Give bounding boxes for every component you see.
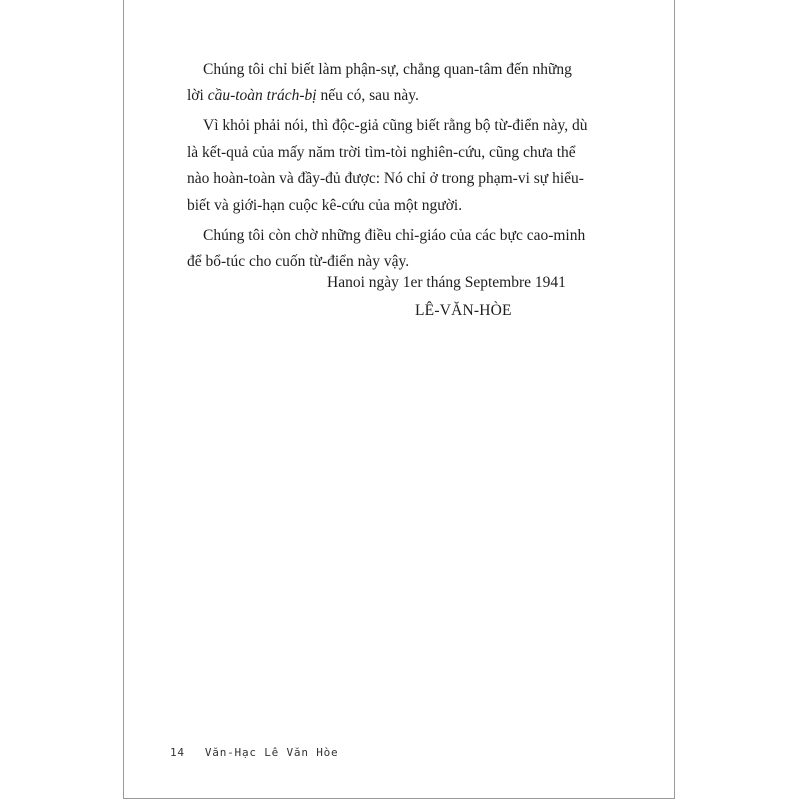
text-segment: nếu có, sau này.	[316, 87, 419, 105]
text-line	[187, 83, 617, 109]
body-text	[187, 57, 617, 279]
text-line: biết và giới-hạn cuộc kê-cứu của một người.	[187, 196, 463, 214]
paragraph-1	[187, 57, 617, 110]
italic-phrase: cầu-toàn trách-bị	[207, 87, 317, 105]
author-name: LÊ-VĂN-HÒE	[415, 302, 512, 319]
place-date-line: Hanoi ngày 1er tháng Septembre 1941	[327, 274, 566, 291]
page-footer	[170, 746, 338, 759]
text-line: Vì khỏi phải nói, thì độc-giả cũng biết rằng bộ từ-điển này, dù	[203, 117, 588, 135]
paragraph-2	[187, 113, 617, 219]
text-line: để bổ-túc cho cuốn từ-điển này vậy.	[187, 252, 410, 270]
text-line: là kết-quả của mấy năm trời tìm-tòi nghiên-cứu, cũng chưa thể	[187, 143, 576, 161]
paragraph-3	[187, 223, 617, 276]
text-line: nào hoàn-toàn và đầy-đủ được: Nó chỉ ở trong phạm-vi sự hiểu-	[187, 170, 584, 188]
text-line: Chúng tôi còn chờ những điều chỉ-giáo của các bực cao-minh	[203, 226, 586, 244]
page-number: 14	[170, 746, 185, 759]
text-line: Chúng tôi chỉ biết làm phận-sự, chẳng quan-tâm đến những	[203, 61, 572, 78]
running-title: Văn-Hạc Lê Văn Hòe	[204, 746, 339, 759]
book-page	[124, 0, 674, 798]
text-segment: lời	[187, 87, 208, 105]
